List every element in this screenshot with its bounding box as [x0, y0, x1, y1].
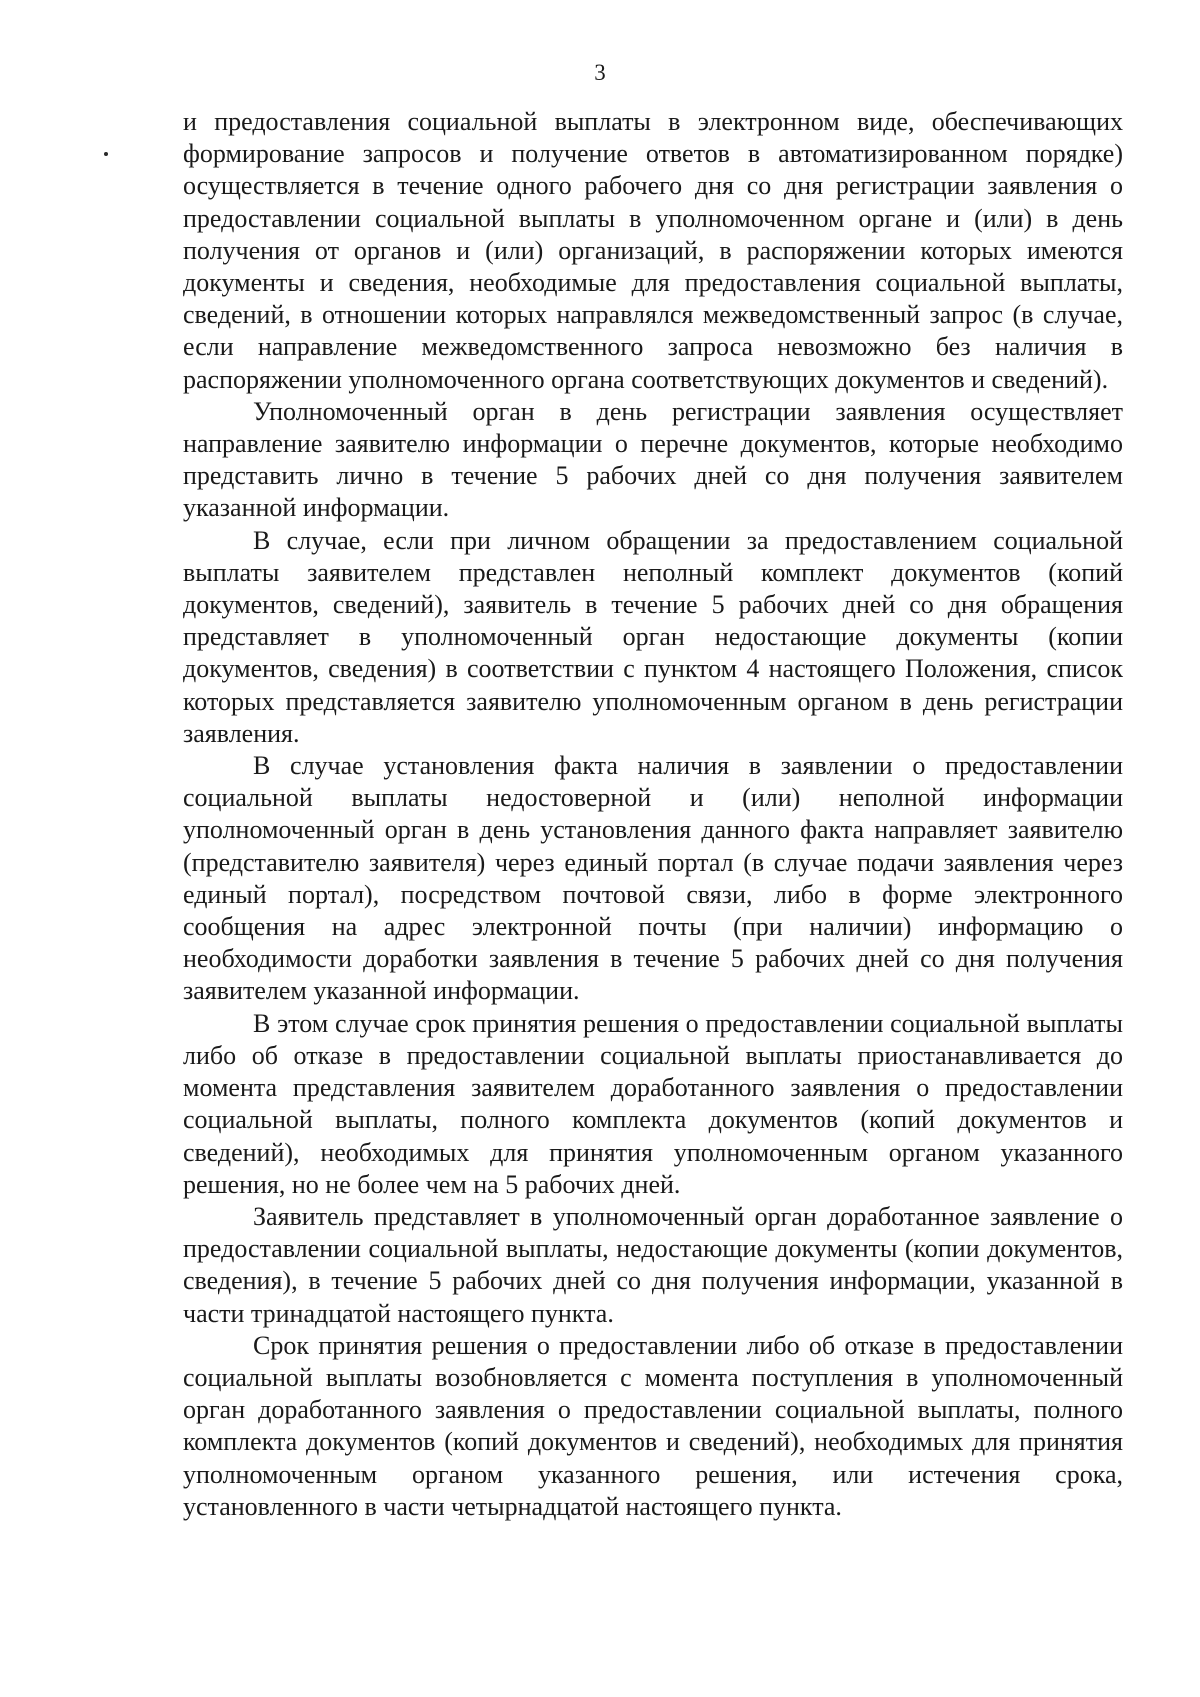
paragraph-inaccurate-information: В случае установления факта наличия в заявлении о предоставлении социальной выплаты недостоверной и (или) неполной информации уполномоченный орган в день установления данного факта направляет заявителю (представителю заявителя) через единый портал (в случае подачи заявления через единый портал), посредством почтовой связи, либо в форме электронного сообщения на адрес электронной почты (при наличии) информацию о необходимости доработки заявления в течение 5 рабочих дней со дня получения заявителем указанной информации. — [183, 751, 1123, 1006]
paragraph-notification: Уполномоченный орган в день регистрации заявления осуществляет направление заявителю информации о перечне документов, которые необходимо представить лично в течение 5 рабочих дней со дня получения заявителем указанной информации. — [183, 396, 1123, 523]
paragraph-incomplete-documents: В случае, если при личном обращении за предоставлением социальной выплаты заявителем представлен неполный комплект документов (копий документов, сведений), заявитель в течение 5 рабочих дней со дня обращения представляет в уполномоченный орган недостающие документы (копии документов, сведения) в соответствии с пунктом 4 настоящего Положения, список которых представляется заявителю уполномоченным органом в день регистрации заявления. — [183, 525, 1123, 748]
paragraph-revised-application: Заявитель представляет в уполномоченный орган доработанное заявление о предоставлении социальной выплаты, недостающие документы (копии документов, сведения), в течение 5 рабочих дней со дня получения информации, указанной в части тринадцатой настоящего пункта. — [183, 1201, 1123, 1328]
document-body — [183, 106, 1123, 1523]
paragraph-resumption: Срок принятия решения о предоставлении либо об отказе в предоставлении социальной выплаты возобновляется с момента поступления в уполномоченный орган доработанного заявления о предоставлении социальной выплаты, полного комплекта документов (копий документов и сведений), необходимых для принятия уполномоченным органом указанного решения, или истечения срока, установленного в части четырнадцатой настоящего пункта. — [183, 1330, 1123, 1521]
paragraph-suspension: В этом случае срок принятия решения о предоставлении социальной выплаты либо об отказе в предоставлении социальной выплаты приостанавливается до момента представления заявителем доработанного заявления о предоставлении социальной выплаты, полного комплекта документов (копий документов и сведений), необходимых для принятия уполномоченным органом указанного решения, но не более чем на 5 рабочих дней. — [183, 1008, 1123, 1199]
page-number: 3 — [594, 60, 606, 85]
paragraph-continuation: и предоставления социальной выплаты в электронном виде, обеспечивающих формирование запросов и получение ответов в автоматизированном порядке) осуществляется в течение одного рабочего дня со дня регистрации заявления о предоставлении социальной выплаты в уполномоченном органе и (или) в день получения от органов и (или) организаций, в распоряжении которых имеются документы и сведения, необходимые для предоставления социальной выплаты, сведений, в отношении которых направлялся межведомственный запрос (в случае, если направление межведомственного запроса невозможно без наличия в распоряжении уполномоченного органа соответствующих документов и сведений). — [183, 107, 1123, 394]
scan-artifact-dot — [104, 152, 108, 156]
